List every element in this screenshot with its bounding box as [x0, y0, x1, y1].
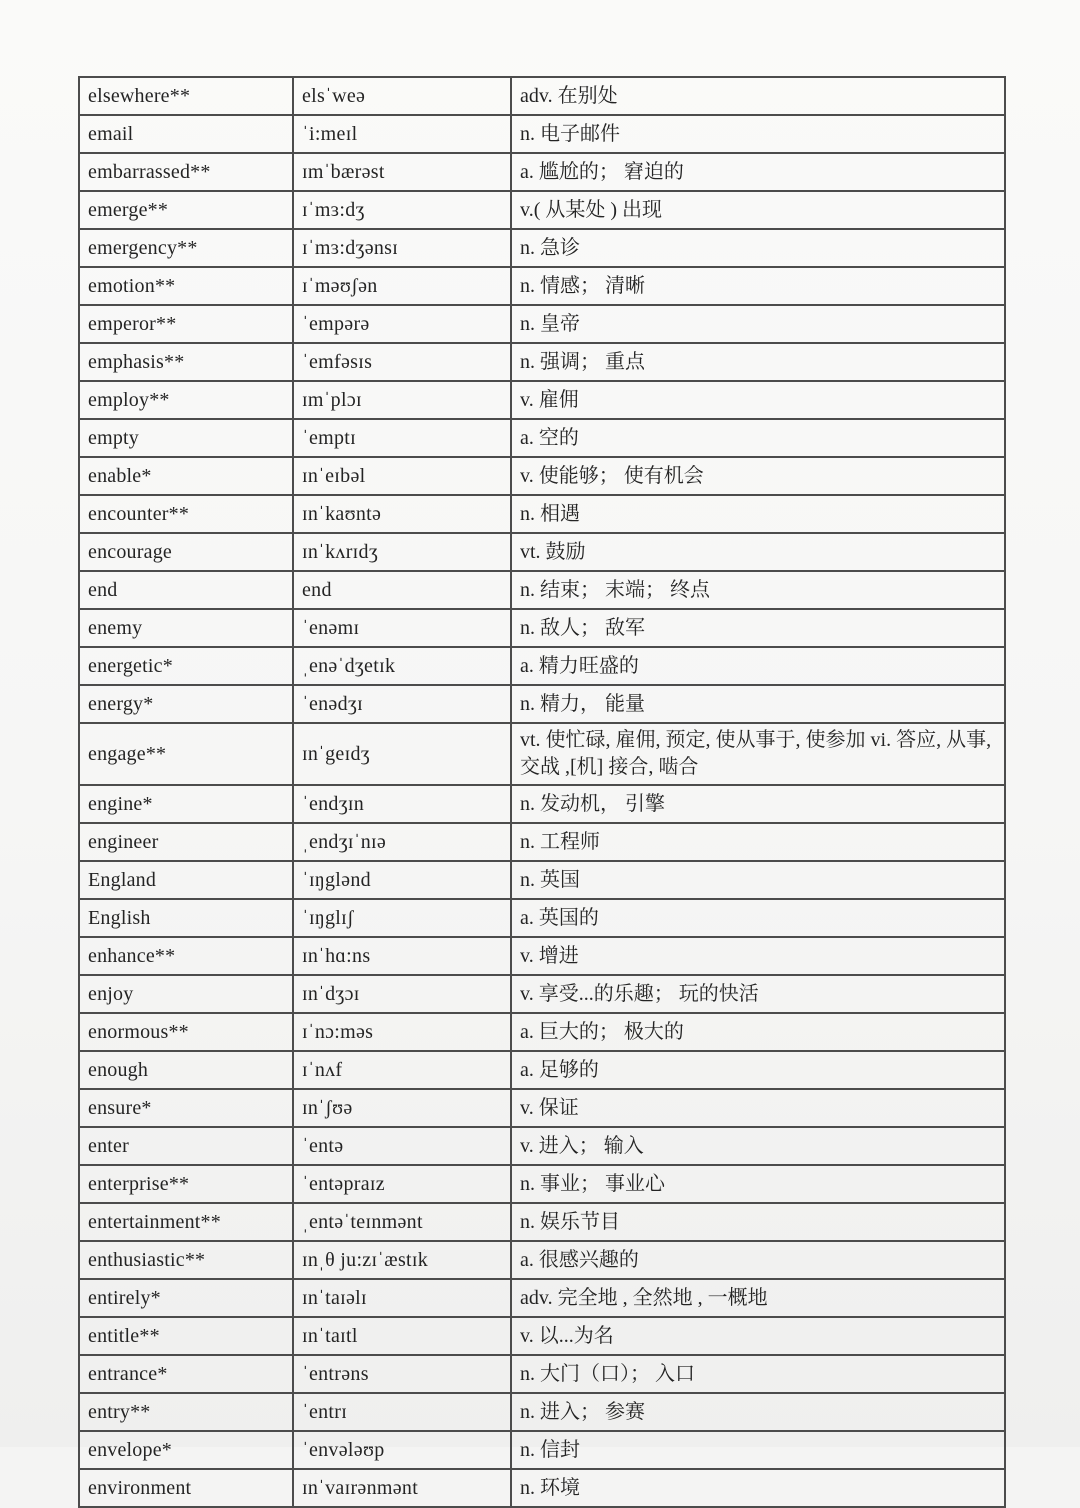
table-row: [79, 457, 1005, 495]
phonetic-cell: ɪnˈvaɪrənmənt: [293, 1469, 511, 1507]
table-row: [79, 647, 1005, 685]
word-cell: envelope*: [79, 1431, 293, 1469]
phonetic-cell: ɪnˈeɪbəl: [293, 457, 511, 495]
table-row: [79, 381, 1005, 419]
meaning-cell: n. 大门（口）； 入口: [511, 1355, 1005, 1393]
word-cell: email: [79, 115, 293, 153]
word-cell: end: [79, 571, 293, 609]
phonetic-cell: ˈempərə: [293, 305, 511, 343]
phonetic-cell: ɪˈmɜ:dʒənsɪ: [293, 229, 511, 267]
meaning-cell: n. 工程师: [511, 823, 1005, 861]
phonetic-cell: ɪˈmɜ:dʒ: [293, 191, 511, 229]
phonetic-cell: ɪnˈkaʊntə: [293, 495, 511, 533]
meaning-cell: v. 雇佣: [511, 381, 1005, 419]
meaning-cell: a. 尴尬的； 窘迫的: [511, 153, 1005, 191]
table-row: [79, 609, 1005, 647]
table-row: [79, 723, 1005, 785]
phonetic-cell: ɪnˈgeɪdʒ: [293, 723, 511, 785]
table-row: [79, 1355, 1005, 1393]
phonetic-cell: ˈemptɪ: [293, 419, 511, 457]
table-row: [79, 77, 1005, 115]
meaning-cell: a. 精力旺盛的: [511, 647, 1005, 685]
word-cell: empty: [79, 419, 293, 457]
phonetic-cell: ɪnˈtaɪəlɪ: [293, 1279, 511, 1317]
phonetic-cell: ˈentə: [293, 1127, 511, 1165]
word-cell: enjoy: [79, 975, 293, 1013]
vocab-table-body: [79, 77, 1005, 1507]
table-row: [79, 153, 1005, 191]
phonetic-cell: ˈenədʒɪ: [293, 685, 511, 723]
table-row: [79, 343, 1005, 381]
phonetic-cell: ˈentrəns: [293, 1355, 511, 1393]
word-cell: embarrassed**: [79, 153, 293, 191]
meaning-cell: v. 使能够； 使有机会: [511, 457, 1005, 495]
table-row: [79, 533, 1005, 571]
meaning-cell: v. 以...为名: [511, 1317, 1005, 1355]
meaning-cell: vt. 使忙碌, 雇佣, 预定, 使从事于, 使参加 vi. 答应, 从事, 交战 ,[机] 接合, 啮合: [511, 723, 1005, 785]
word-cell: enough: [79, 1051, 293, 1089]
table-row: [79, 1317, 1005, 1355]
word-cell: ensure*: [79, 1089, 293, 1127]
meaning-cell: vt. 鼓励: [511, 533, 1005, 571]
word-cell: enterprise**: [79, 1165, 293, 1203]
table-row: [79, 191, 1005, 229]
meaning-cell: v. 享受...的乐趣； 玩的快活: [511, 975, 1005, 1013]
meaning-cell: a. 空的: [511, 419, 1005, 457]
table-row: [79, 1089, 1005, 1127]
word-cell: employ**: [79, 381, 293, 419]
word-cell: emerge**: [79, 191, 293, 229]
phonetic-cell: end: [293, 571, 511, 609]
word-cell: encounter**: [79, 495, 293, 533]
table-row: [79, 419, 1005, 457]
phonetic-cell: ɪnˈʃʊə: [293, 1089, 511, 1127]
table-row: [79, 1431, 1005, 1469]
phonetic-cell: ɪnˈtaɪtl: [293, 1317, 511, 1355]
table-row: [79, 305, 1005, 343]
word-cell: emphasis**: [79, 343, 293, 381]
phonetic-cell: ɪnˈhɑ:ns: [293, 937, 511, 975]
table-row: [79, 1013, 1005, 1051]
phonetic-cell: ˌenəˈdʒetɪk: [293, 647, 511, 685]
word-cell: engineer: [79, 823, 293, 861]
table-row: [79, 115, 1005, 153]
meaning-cell: n. 情感； 清晰: [511, 267, 1005, 305]
table-row: [79, 937, 1005, 975]
table-row: [79, 785, 1005, 823]
vocabulary-table: [78, 76, 1006, 1508]
word-cell: emperor**: [79, 305, 293, 343]
word-cell: entertainment**: [79, 1203, 293, 1241]
phonetic-cell: ɪˈməʊʃən: [293, 267, 511, 305]
meaning-cell: adv. 完全地 , 全然地 , 一概地: [511, 1279, 1005, 1317]
meaning-cell: v. 增进: [511, 937, 1005, 975]
table-row: [79, 1393, 1005, 1431]
word-cell: enter: [79, 1127, 293, 1165]
word-cell: enhance**: [79, 937, 293, 975]
phonetic-cell: ɪnˈdʒɔɪ: [293, 975, 511, 1013]
table-row: [79, 823, 1005, 861]
word-cell: England: [79, 861, 293, 899]
phonetic-cell: ˌendʒɪˈnɪə: [293, 823, 511, 861]
table-row: [79, 685, 1005, 723]
word-cell: entitle**: [79, 1317, 293, 1355]
table-row: [79, 861, 1005, 899]
meaning-cell: v.( 从某处 ) 出现: [511, 191, 1005, 229]
table-row: [79, 975, 1005, 1013]
meaning-cell: n. 皇帝: [511, 305, 1005, 343]
table-row: [79, 1279, 1005, 1317]
table-row: [79, 267, 1005, 305]
word-cell: elsewhere**: [79, 77, 293, 115]
word-cell: emotion**: [79, 267, 293, 305]
phonetic-cell: ˌentəˈteɪnmənt: [293, 1203, 511, 1241]
meaning-cell: n. 精力， 能量: [511, 685, 1005, 723]
meaning-cell: n. 事业； 事业心: [511, 1165, 1005, 1203]
table-row: [79, 1127, 1005, 1165]
phonetic-cell: ˈenvələʊp: [293, 1431, 511, 1469]
meaning-cell: n. 急诊: [511, 229, 1005, 267]
meaning-cell: a. 很感兴趣的: [511, 1241, 1005, 1279]
word-cell: energy*: [79, 685, 293, 723]
meaning-cell: adv. 在别处: [511, 77, 1005, 115]
word-cell: entry**: [79, 1393, 293, 1431]
phonetic-cell: ɪˈnʌf: [293, 1051, 511, 1089]
meaning-cell: n. 结束； 末端； 终点: [511, 571, 1005, 609]
word-cell: enormous**: [79, 1013, 293, 1051]
word-cell: enemy: [79, 609, 293, 647]
table-row: [79, 1051, 1005, 1089]
phonetic-cell: ɪˈnɔ:məs: [293, 1013, 511, 1051]
table-row: [79, 571, 1005, 609]
meaning-cell: a. 巨大的； 极大的: [511, 1013, 1005, 1051]
phonetic-cell: ˈɪŋglɪʃ: [293, 899, 511, 937]
phonetic-cell: ˈendʒɪn: [293, 785, 511, 823]
meaning-cell: n. 强调； 重点: [511, 343, 1005, 381]
table-row: [79, 229, 1005, 267]
phonetic-cell: ɪnˌθ ju:zɪˈæstɪk: [293, 1241, 511, 1279]
phonetic-cell: ˈemfəsɪs: [293, 343, 511, 381]
word-cell: entirely*: [79, 1279, 293, 1317]
table-row: [79, 1165, 1005, 1203]
phonetic-cell: ˈentəpraɪz: [293, 1165, 511, 1203]
phonetic-cell: ɪmˈbærəst: [293, 153, 511, 191]
meaning-cell: a. 足够的: [511, 1051, 1005, 1089]
meaning-cell: n. 娱乐节目: [511, 1203, 1005, 1241]
table-row: [79, 495, 1005, 533]
table-row: [79, 899, 1005, 937]
meaning-cell: n. 敌人； 敌军: [511, 609, 1005, 647]
word-cell: enable*: [79, 457, 293, 495]
phonetic-cell: ˈi:meɪl: [293, 115, 511, 153]
word-cell: emergency**: [79, 229, 293, 267]
word-cell: engage**: [79, 723, 293, 785]
word-cell: encourage: [79, 533, 293, 571]
phonetic-cell: elsˈweə: [293, 77, 511, 115]
meaning-cell: v. 进入； 输入: [511, 1127, 1005, 1165]
word-cell: energetic*: [79, 647, 293, 685]
table-row: [79, 1203, 1005, 1241]
meaning-cell: n. 信封: [511, 1431, 1005, 1469]
meaning-cell: v. 保证: [511, 1089, 1005, 1127]
word-cell: enthusiastic**: [79, 1241, 293, 1279]
word-cell: English: [79, 899, 293, 937]
phonetic-cell: ˈentrɪ: [293, 1393, 511, 1431]
meaning-cell: n. 电子邮件: [511, 115, 1005, 153]
meaning-cell: n. 进入； 参赛: [511, 1393, 1005, 1431]
phonetic-cell: ˈenəmɪ: [293, 609, 511, 647]
table-row: [79, 1241, 1005, 1279]
word-cell: engine*: [79, 785, 293, 823]
phonetic-cell: ɪnˈkʌrɪdʒ: [293, 533, 511, 571]
word-cell: entrance*: [79, 1355, 293, 1393]
table-row: [79, 1469, 1005, 1507]
meaning-cell: a. 英国的: [511, 899, 1005, 937]
phonetic-cell: ɪmˈplɔɪ: [293, 381, 511, 419]
meaning-cell: n. 发动机， 引擎: [511, 785, 1005, 823]
meaning-cell: n. 英国: [511, 861, 1005, 899]
meaning-cell: n. 环境: [511, 1469, 1005, 1507]
word-cell: environment: [79, 1469, 293, 1507]
phonetic-cell: ˈɪŋglənd: [293, 861, 511, 899]
meaning-cell: n. 相遇: [511, 495, 1005, 533]
